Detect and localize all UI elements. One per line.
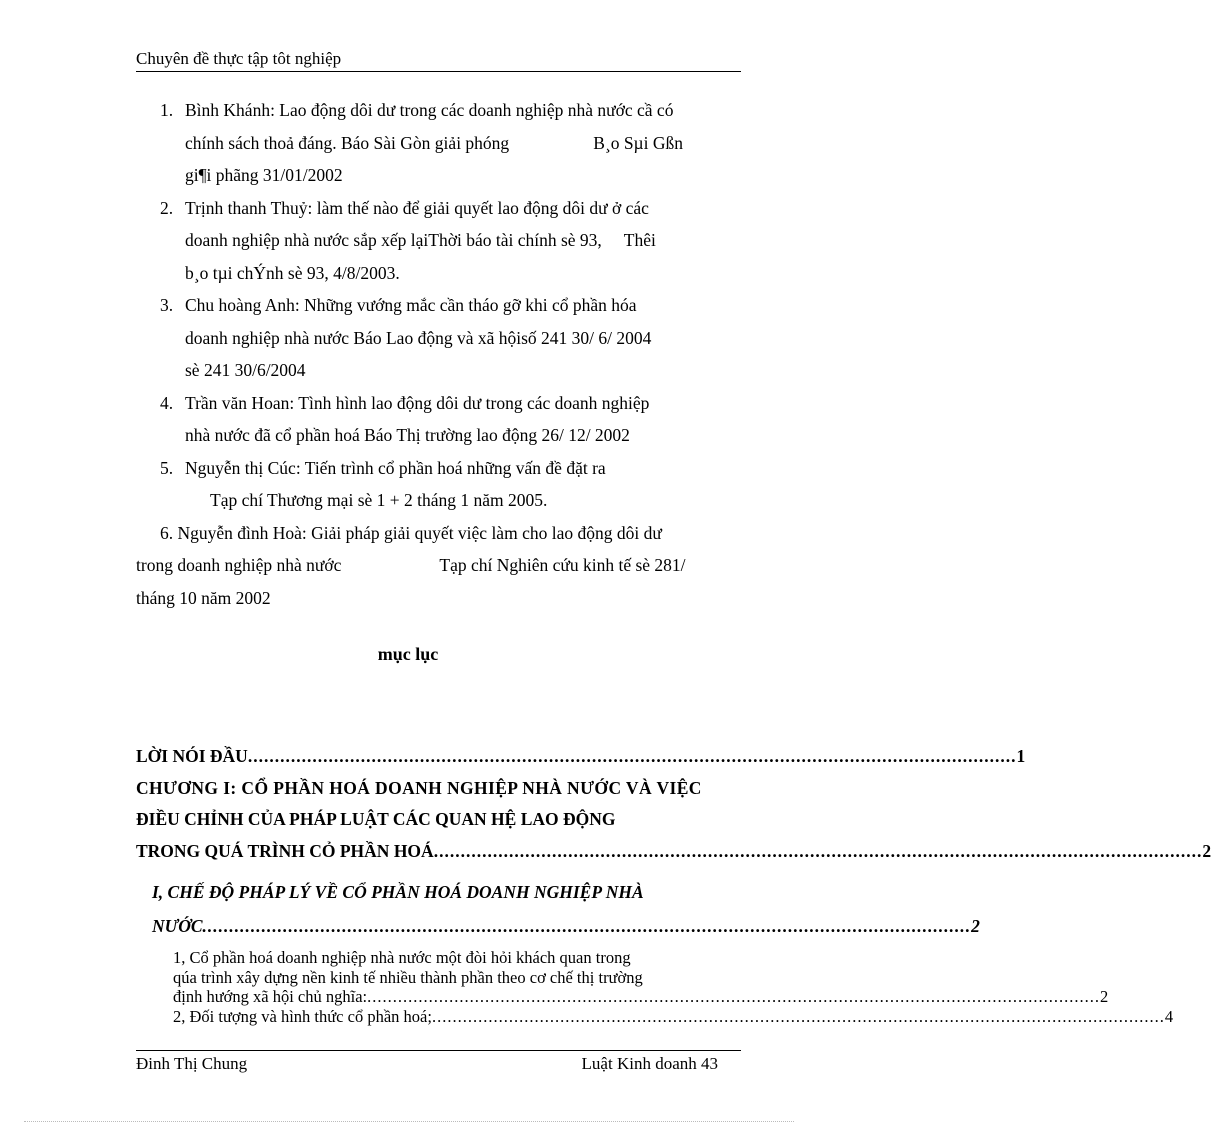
header-divider <box>136 71 741 72</box>
reference-line: Trịnh thanh Thuỷ: làm thế nào để giải quyết lao động dôi dư ở các <box>185 197 649 218</box>
reference-number: 3. <box>160 295 174 315</box>
toc-entry-text: LỜI NÓI ĐẦU <box>136 746 248 766</box>
reference-line: 6. Nguyễn đình Hoà: Giải pháp giải quyết việc làm cho lao động dôi dư <box>136 517 741 550</box>
reference-line: Tạp chí Thương mại sè 1 + 2 tháng 1 năm 2005. <box>210 490 548 510</box>
page-footer <box>136 1054 718 1074</box>
toc-page-number: 1 <box>1016 746 1026 766</box>
toc-page-number: 2 <box>1099 987 1109 1006</box>
reference-item <box>136 452 741 517</box>
reference-line: Chu hoàng Anh: Những vướng mắc cần tháo gỡ khi cổ phần hóa <box>185 295 637 315</box>
reference-line: gi¶i phãng 31/01/2002 <box>185 165 343 185</box>
toc-page-number: 2 <box>971 916 980 936</box>
reference-list <box>136 94 741 614</box>
toc-page-number: 2 <box>1202 840 1211 861</box>
reference-number: 4. <box>160 392 174 413</box>
reference-line: tháng 10 năm 2002 <box>136 587 271 608</box>
toc-page-number: 4 <box>1164 1006 1174 1026</box>
page-header: Chuyên đề thực tập tôt nghiệp <box>136 49 342 68</box>
reference-aside: B¸o Sµi Gßn <box>593 132 684 153</box>
reference-line: nhà nước đã cổ phần hoá Báo Thị trường lao động 26/ 12/ 2002 <box>185 425 630 445</box>
reference-aside: Thêi <box>623 230 656 250</box>
reference-number: 2. <box>160 197 174 218</box>
toc-entry-text: NƯỚC <box>152 916 203 936</box>
reference-line: Bình Khánh: Lao động dôi dư trong các doanh nghiệp nhà nước cầ có <box>185 100 674 120</box>
footer-divider <box>136 1050 741 1051</box>
toc-entry-text: 2, Đối tượng và hình thức cổ phần hoá; <box>173 1006 432 1026</box>
toc-entry-text: 1, Cổ phần hoá doanh nghiệp nhà nước một đòi hỏi khách quan trong <box>173 948 631 967</box>
footer-author: Đinh Thị Chung <box>136 1054 248 1073</box>
toc-entry[interactable]: CHƯƠNG I: CỔ PHẦN HOÁ DOANH NGHIỆP NHÀ NƯỚC VÀ VIỆC ĐIỀU CHỈNH CỦA PHÁP LUẬT CÁC QUAN HỆ LAO ĐỘNG TRONG QUÁ TRÌNH CỎ PHẦN HOÁ ............................................................................................................................................... 2 <box>136 773 741 868</box>
page-bottom-edge <box>24 1121 794 1122</box>
reference-line: trong doanh nghiệp nhà nước Tạp chí Nghiên cứu kinh tế sè 281/ <box>136 555 686 575</box>
reference-aside: Tạp chí Nghiên cứu kinh tế sè 281/ <box>439 555 686 575</box>
reference-line: Trần văn Hoan: Tình hình lao động dôi dư trong các doanh nghiệp <box>185 392 650 413</box>
toc-entry[interactable]: I, CHẾ ĐỘ PHÁP LÝ VỀ CỔ PHẦN HOÁ DOANH NGHIỆP NHÀ NƯỚC ............................................................................................................................................... 2 <box>136 875 741 943</box>
footer-course: Luật Kinh doanh 43 <box>581 1054 718 1073</box>
reference-item <box>136 94 741 192</box>
table-of-contents <box>136 741 1211 1026</box>
toc-entry-text: CHƯƠNG I: CỔ PHẦN HOÁ DOANH NGHIỆP NHÀ NƯỚC VÀ VIỆC <box>136 777 702 798</box>
reference-line: Nguyễn thị Cúc: Tiến trình cổ phần hoá những vấn đề đặt ra <box>185 457 606 478</box>
toc-entry-text: ĐIỀU CHỈNH CỦA PHÁP LUẬT CÁC QUAN HỆ LAO ĐỘNG <box>136 809 616 829</box>
reference-line: sè 241 30/6/2004 <box>185 360 306 380</box>
reference-line: b¸o tµi chÝnh sè 93, 4/8/2003. <box>185 262 400 283</box>
toc-entry[interactable]: LỜI NÓI ĐẦU ............................................................................................................................................... 1 <box>136 741 741 773</box>
reference-line: doanh nghiệp nhà nước Báo Lao động và xã hộisố 241 30/ 6/ 2004 <box>185 327 652 348</box>
reference-number: 1. <box>160 100 174 120</box>
toc-entry-text: qúa trình xây dựng nền kinh tế nhiều thành phần theo cơ chế thị trường <box>173 967 643 987</box>
reference-item <box>136 289 741 387</box>
reference-item <box>136 192 741 290</box>
toc-entry-text: I, CHẾ ĐỘ PHÁP LÝ VỀ CỔ PHẦN HOÁ DOANH NGHIỆP NHÀ <box>152 882 644 902</box>
reference-item <box>136 517 741 615</box>
toc-entry[interactable]: 1, Cổ phần hoá doanh nghiệp nhà nước một đòi hỏi khách quan trong qúa trình xây dựng nền kinh tế nhiều thành phần theo cơ chế thị trường định hướng xã hội chủ nghĩa: ............................................................................................................................................... 2 <box>173 948 1109 1006</box>
reference-line: chính sách thoả đáng. Báo Sài Gòn giải phóng B¸o Sµi Gßn <box>185 132 684 153</box>
toc-entry-text: định hướng xã hội chủ nghĩa: <box>173 987 368 1006</box>
toc-title: mục lục <box>377 644 439 664</box>
reference-item <box>136 387 741 452</box>
reference-line: doanh nghiệp nhà nước sắp xếp lạiThời báo tài chính sè 93, Thêi <box>185 230 656 250</box>
reference-number: 5. <box>160 457 174 478</box>
toc-entry-text: TRONG QUÁ TRÌNH CỎ PHẦN HOÁ <box>136 840 434 861</box>
toc-entry[interactable]: 2, Đối tượng và hình thức cổ phần hoá; ............................................................................................................................................... 4 <box>173 1006 1174 1026</box>
reference-number: 6. <box>160 522 174 543</box>
